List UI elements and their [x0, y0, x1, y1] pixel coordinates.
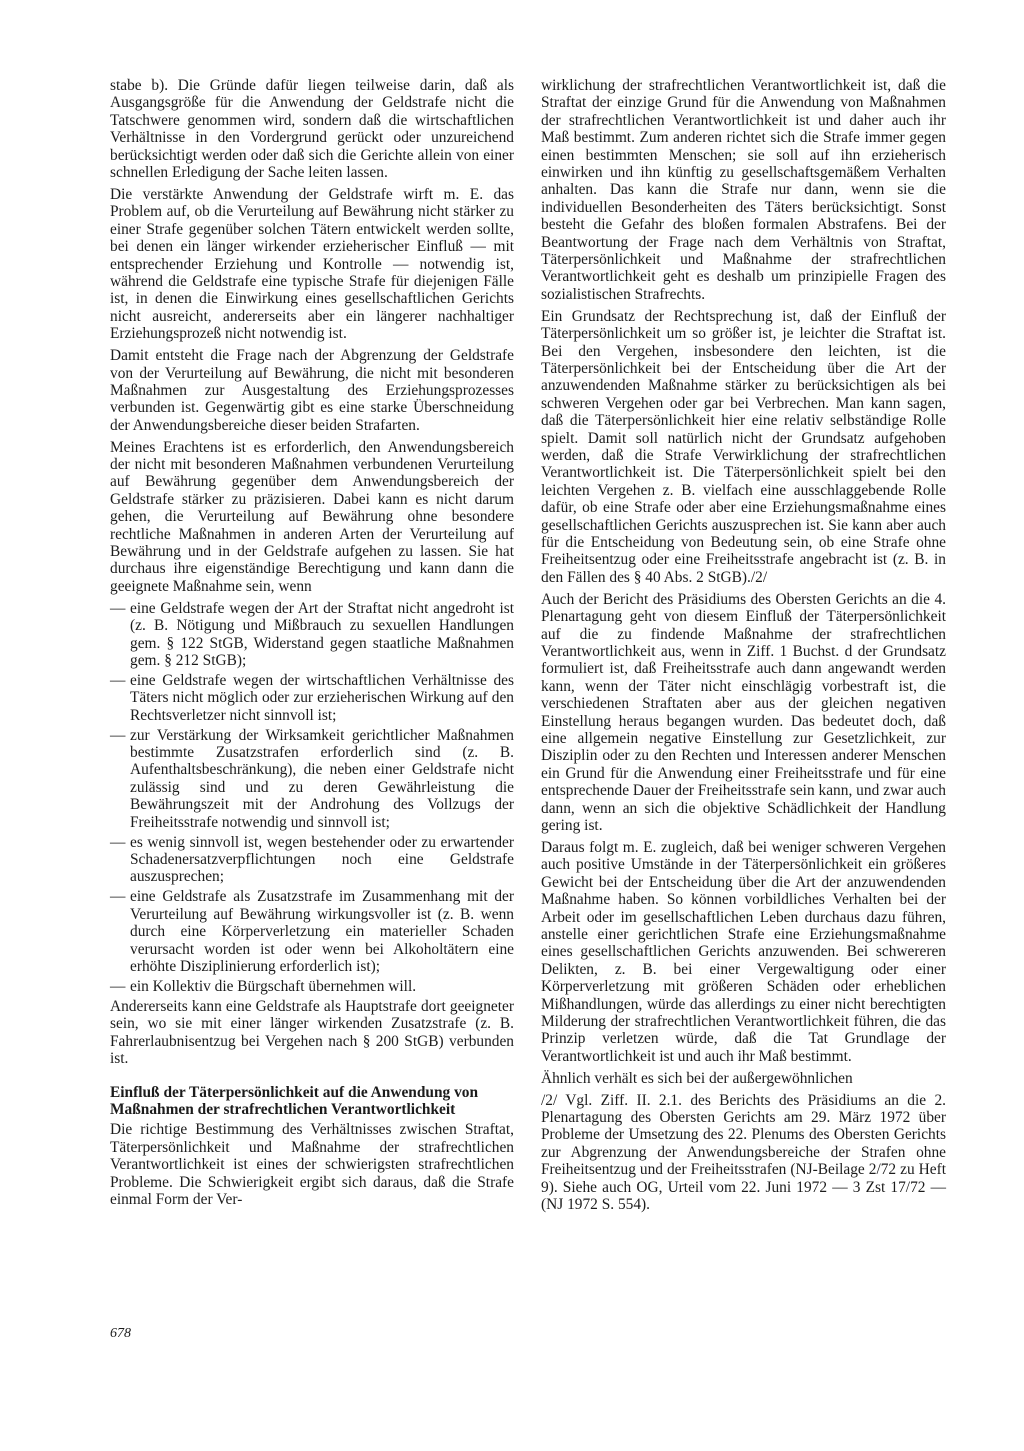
paragraph: Damit entsteht die Frage nach der Abgrenzung der Geldstrafe von der Verurteilung auf Bewährung, die nicht mit besonderen Maßnahmen zur Ausgestaltung des Erziehungsprozesses verbunden ist. Gegenwärtig gibt es eine starke Überschneidung der Anwendungsbereiche dieser beiden Strafarten. [110, 347, 514, 434]
paragraph: Ähnlich verhält es sich bei der außergewöhnlichen [541, 1069, 853, 1087]
page-number: 678 [110, 1326, 131, 1341]
condition-list [110, 600, 514, 995]
list-item: — eine Geldstrafe wegen der Art der Straftat nicht angedroht ist (z. B. Nötigung und Mißbrauch zu sexuellen Handlungen gem. § 122 StGB, Widerstand gegen staatliche Maßnahmen gem. § 212 StGB); [110, 600, 514, 670]
right-column [541, 77, 946, 1218]
paragraph: wirklichung der strafrechtlichen Verantwortlichkeit ist, daß die Straftat der einzige Grund für die Anwendung von Maßnahmen der strafrechtlichen Verantwortlichkeit ist und daher auch ihr Maß bestimmt. Zum anderen richtet sich die Strafe immer gegen einen bestimmten Menschen; sie soll auf ihn erzieherisch einwirken und ihn künftig zu gesellschaftsgemäßem Verhalten anhalten. Das kann die Strafe nur dann, wenn sie die individuellen Besonderheiten des Täters berücksichtigt. Sonst besteht die Gefahr des bloßen formalen Abstrafens. Bei der Beantwortung der Frage nach dem Verhältnis von Straftat, Täterpersönlichkeit und Maßnahme der strafrechtlichen Verantwortlichkeit geht es deshalb um prinzipielle Fragen des sozialistischen Strafrechts. [541, 77, 946, 303]
footnote: /2/ Vgl. Ziff. II. 2.1. des Berichts des Präsidiums an die 2. Plenartagung des Obersten Gerichts am 29. März 1972 über Probleme der Umsetzung des 22. Plenums des Obersten Gerichts zur Abgrenzung der Anwendungsbereiche der Strafen ohne Freiheitsentzug und der Freiheitsstrafen (NJ-Beilage 2/72 zu Heft 9). Siehe auch OG, Urteil vom 22. Juni 1972 — 3 Zst 17/72 — (NJ 1972 S. 554). [541, 1091, 946, 1214]
paragraph: Meines Erachtens ist es erforderlich, den Anwendungsbereich der nicht mit besonderen Maßnahmen verbundenen Verurteilung auf Bewährung gegenüber dem Anwendungsbereich der Geldstrafe stärker zu präzisieren. Dabei kann es nicht darum gehen, die Verurteilung auf Bewährung ohne besondere rechtliche Maßnahmen in anderen Arten der Verurteilung auf Bewährung und in der Geldstrafe aufgehen zu lassen. Sie hat durchaus ihre eigenständige Berechtigung und kann dann die geeignete Maßnahme sein, wenn [110, 438, 514, 595]
left-column [110, 77, 514, 1213]
paragraph: Daraus folgt m. E. zugleich, daß bei weniger schweren Vergehen auch positive Umstände in der Täterpersönlichkeit ein größeres Gewicht bei der Entscheidung über die Art der anzuwendenden Maßnahme haben. So können vorbildliches Verhalten bei der Arbeit oder im gesellschaftlichen Leben durchaus dazu führen, anstelle einer gerichtlichen Strafe eine Erziehungsmaßnahme eines gesellschaftlichen Gerichts anzuwenden. Bei schwereren Delikten, z. B. bei einer Vergewaltigung oder einer Körperverletzung mit größeren Schäden oder erheblichen Mißhandlungen, würde das allerdings zu einer nicht berechtigten Milderung der strafrechtlichen Verantwortlichkeit führen, die das Prinzip verletzen würde, daß die Tat Grundlage der Verantwortlichkeit ist und auch ihr Maß bestimmt. [541, 838, 946, 1065]
paragraph: Die richtige Bestimmung des Verhältnisses zwischen Straftat, Täterpersönlichkeit und Maßnahme der strafrechtlichen Verantwortlichkeit ist eines der schwierigsten strafrechtlichen Probleme. Die Schwierigkeit ergibt sich daraus, daß die Strafe einmal Form der Ver- [110, 1121, 514, 1208]
list-item: — es wenig sinnvoll ist, wegen bestehender oder zu erwartender Schadenersatzverpflichtungen noch eine Geldstrafe auszusprechen; [110, 834, 514, 886]
list-item: — eine Geldstrafe wegen der wirtschaftlichen Verhältnisse des Täters nicht möglich oder zur erzieherischen Wirkung auf den Rechtsverletzer nicht sinnvoll ist; [110, 672, 514, 724]
list-item: — zur Verstärkung der Wirksamkeit gerichtlicher Maßnahmen bestimmte Zusatzstrafen erforderlich sind (z. B. Aufenthaltsbeschränkung), die neben einer Geldstrafe nicht zulässig sind und zu deren Gewährleistung die Bewährungszeit mit der Androhung des Vollzugs der Freiheitsstrafe notwendig und sinnvoll ist; [110, 727, 514, 831]
paragraph: Ein Grundsatz der Rechtsprechung ist, daß der Einfluß der Täterpersönlichkeit um so größer ist, je leichter die Straftat ist. Bei den Vergehen, insbesondere den leichten, ist die Täterpersönlichkeit bei der Entscheidung über die Art der anzuwendenden Maßnahme stärker zu berücksichtigen als bei schweren Vergehen oder gar bei Verbrechen. Man kann sagen, daß die Täterpersönlichkeit hier eine relativ selbständige Rolle spielt. Damit soll natürlich nicht der Grundsatz aufgehoben werden, daß die Strafe Verwirklichung der strafrechtlichen Verantwortlichkeit ist. Die Täterpersönlichkeit spielt bei den leichten Vergehen z. B. vielfach eine ausschlaggebende Rolle dafür, ob eine Strafe oder aber eine Erziehungsmaßnahme eines gesellschaftlichen Gerichts auszusprechen ist. Sie kann aber auch für die Entscheidung von Bedeutung sein, ob eine Strafe ohne Freiheitsentzug oder eine Freiheitsstrafe angebracht ist (z. B. in den Fällen des § 40 Abs. 2 StGB)./2/ [541, 307, 946, 586]
paragraph: Die verstärkte Anwendung der Geldstrafe wirft m. E. das Problem auf, ob die Verurteilung auf Bewährung nicht stärker zu einer Strafe gegenüber solchen Tätern entwickelt werden sollte, bei denen ein länger wirkender erzieherischer Einfluß — mit entsprechender Erziehung und Kontrolle — notwendig ist, während die Geldstrafe eine typische Strafe für diejenigen Fälle ist, in denen die Einwirkung eines gesellschaftlichen Gerichts nicht ausreicht, andererseits aber ein längerer nachhaltiger Erziehungsprozeß nicht notwendig ist. [110, 185, 514, 343]
list-item: — eine Geldstrafe als Zusatzstrafe im Zusammenhang mit der Verurteilung auf Bewährung wirkungsvoller ist (z. B. wenn durch eine Körperverletzung ein materieller Schaden verursacht worden ist oder wenn bei Alkoholtätern eine erhöhte Disziplinierung erforderlich ist); [110, 888, 514, 975]
paragraph: stabe b). Die Gründe dafür liegen teilweise darin, daß als Ausgangsgröße für die Anwendung der Geldstrafe nicht die Tatschwere genommen wird, sondern daß die wirtschaftlichen Verhältnisse in den Vordergrund gerückt oder unzureichend berücksichtigt werden oder daß sich die Gerichte allein von einer schnellen Erledigung der Sache leiten lassen. [110, 77, 514, 182]
paragraph: Andererseits kann eine Geldstrafe als Hauptstrafe dort geeigneter sein, wo sie mit einer länger wirkenden Zusatzstrafe (z. B. Fahrerlaubnisentzug bei Vergehen nach § 200 StGB) verbunden ist. [110, 997, 514, 1067]
section-heading: Einfluß der Täterpersönlichkeit auf die Anwendung von Maßnahmen der strafrechtlichen Verantwortlichkeit [110, 1084, 479, 1119]
list-item: — ein Kollektiv die Bürgschaft übernehmen will. [110, 978, 514, 995]
paragraph: Auch der Bericht des Präsidiums des Obersten Gerichts an die 4. Plenartagung geht von diesem Einfluß der Täterpersönlichkeit auf die zu findende Maßnahme der strafrechtlichen Verantwortlichkeit aus, wenn in Ziff. 1 Buchst. d der Grundsatz formuliert ist, daß Freiheitsstrafe auch dann angewandt werden kann, wenn der Täter nicht einschlägig vorbestraft ist, die verschiedenen Straftaten aber aus der gleichen negativen Einstellung heraus begangen wurden. Das bedeutet doch, daß eine allgemein negative Einstellung zur Gesetzlichkeit, zur Disziplin oder zu den Rechten und Interessen anderer Menschen ein Grund für die Anwendung einer Freiheitsstrafe und für eine entsprechende Dauer der Freiheitsstrafe sein kann, und zwar auch dann, wenn an sich die objektive Schädlichkeit der Handlung gering ist. [541, 590, 946, 835]
